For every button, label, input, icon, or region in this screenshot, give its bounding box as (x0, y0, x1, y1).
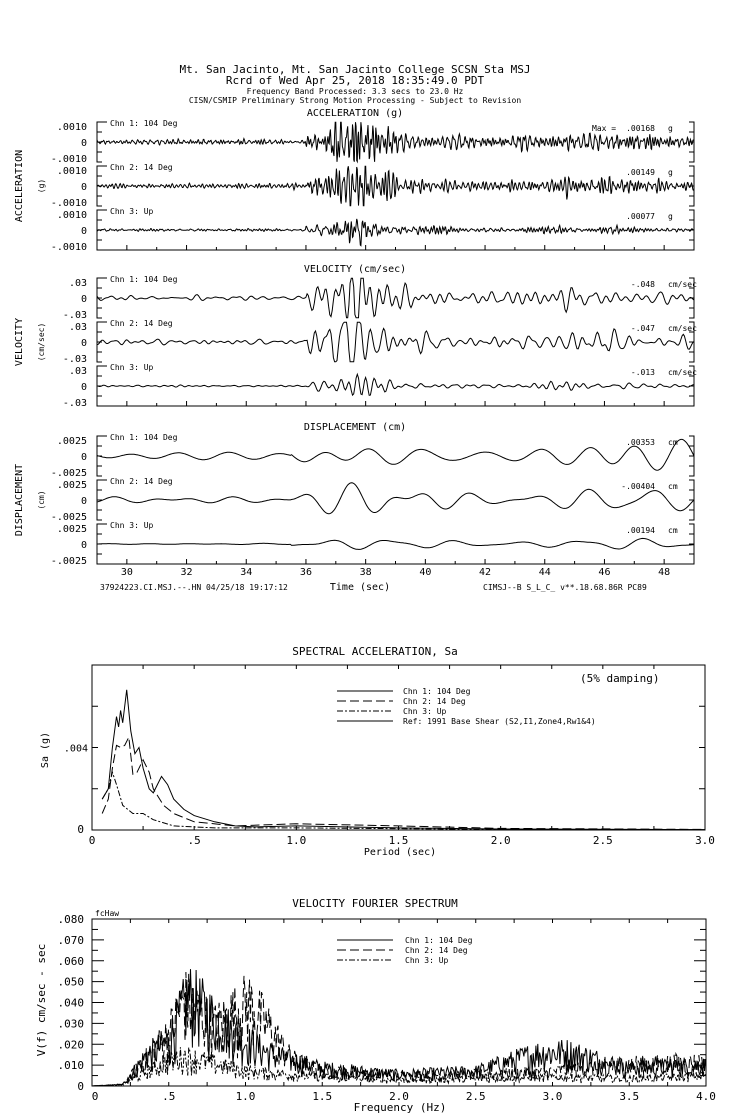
channel-name: Chn 3: Up (110, 521, 154, 530)
footer-left: 37924223.CI.MSJ.--.HN 04/25/18 19:17:12 (100, 583, 288, 592)
y-tick-label: -.03 (62, 354, 87, 365)
y-tick-label: .010 (57, 1059, 84, 1073)
waveform-acc-ch3 (97, 219, 693, 246)
velocity-panel (14, 264, 697, 409)
channel-name: Chn 1: 104 Deg (110, 119, 178, 128)
y-axis-label: V(f) cm/sec - sec (35, 943, 48, 1057)
x-tick-label: 1.0 (235, 1090, 256, 1103)
x-tick-label: 48 (658, 567, 671, 578)
x-tick-label: 3.5 (619, 1090, 640, 1103)
y-tick-label: .0025 (56, 524, 87, 535)
plot-frame (92, 665, 705, 830)
peak-value: .00077 (626, 212, 655, 221)
corner-label: fcHaw (95, 909, 120, 918)
waveform-disp-ch1 (97, 439, 694, 470)
y-tick-label: 0 (80, 540, 87, 551)
time-axis-label: Time (sec) (329, 582, 391, 593)
y-tick-label: .080 (57, 913, 84, 926)
legend-label: Chn 2: 14 Deg (405, 946, 468, 955)
y-tick-label: -.0025 (50, 556, 87, 567)
y-tick-label: 0 (80, 452, 87, 463)
peak-unit: g (668, 124, 673, 133)
panel-title: VELOCITY (cm/sec) (303, 264, 407, 275)
peak-value: .00194 (626, 526, 655, 535)
y-tick-label: -.03 (62, 398, 87, 409)
y-tick-label: -.0010 (50, 154, 87, 165)
waveform-disp-ch2 (97, 483, 694, 514)
y-axis-unit: (g) (37, 178, 46, 194)
spectral-acceleration-chart (40, 645, 715, 858)
legend-label: Chn 1: 104 Deg (405, 936, 473, 945)
y-tick-label: 0 (77, 823, 84, 836)
damping-note: (5% damping) (580, 672, 660, 685)
y-tick-label: .03 (68, 366, 87, 377)
y-tick-label: 0 (80, 294, 87, 305)
channel-name: Chn 3: Up (110, 207, 154, 216)
peak-unit: cm (668, 482, 678, 491)
x-tick-label: 46 (598, 567, 611, 578)
waveform-vel-ch3 (97, 374, 694, 395)
peak-value: .00168 (626, 124, 655, 133)
y-tick-label: .050 (57, 975, 84, 989)
x-tick-label: 1.5 (388, 834, 409, 847)
peak-value: -.00404 (621, 482, 655, 491)
y-axis-label: DISPLACEMENT (14, 463, 25, 537)
series-line-ch1 (92, 969, 705, 1086)
displacement-panel (14, 422, 694, 578)
waveform-disp-ch3 (97, 538, 694, 549)
channel-name: Chn 2: 14 Deg (110, 477, 173, 486)
peak-value: -.047 (630, 324, 655, 333)
header-line1: Mt. San Jacinto, Mt. San Jacinto College SCSN Sta MSJ (179, 63, 531, 76)
y-axis-label: Sa (g) (40, 731, 51, 769)
y-tick-label: .020 (57, 1038, 84, 1052)
y-axis-unit: (cm) (37, 490, 46, 510)
x-tick-label: 2.5 (592, 834, 613, 847)
y-tick-label: .03 (68, 278, 87, 289)
y-tick-label: .0010 (56, 166, 87, 177)
x-tick-label: 30 (120, 567, 133, 578)
y-axis-unit: (cm/sec) (37, 322, 46, 362)
peak-value: -.013 (630, 368, 655, 377)
max-label: Max = (592, 124, 617, 133)
waveform-vel-ch2 (97, 322, 694, 362)
chart-title: SPECTRAL ACCELERATION, Sa (292, 645, 458, 658)
x-tick-label: 3.0 (695, 834, 715, 847)
header-line2: Rcrd of Wed Apr 25, 2018 18:35:49.0 PDT (225, 74, 485, 87)
x-tick-label: .5 (162, 1090, 176, 1103)
peak-value: .00149 (626, 168, 655, 177)
y-tick-label: .040 (57, 996, 84, 1010)
y-tick-label: 0 (80, 496, 87, 507)
x-tick-label: 44 (538, 567, 551, 578)
y-tick-label: 0 (80, 338, 87, 349)
x-tick-label: 0 (91, 1090, 99, 1103)
y-tick-label: .070 (57, 933, 84, 947)
panel-title: DISPLACEMENT (cm) (303, 422, 407, 433)
x-tick-label: 3.0 (542, 1090, 563, 1103)
x-tick-label: 1.5 (312, 1090, 333, 1103)
y-tick-label: 0 (80, 182, 87, 193)
waveform-vel-ch1 (97, 278, 694, 318)
footer-right: CIMSJ--B S_L_C_ v**.18.68.86R PC89 (483, 583, 647, 592)
x-tick-label: .5 (187, 834, 201, 847)
channel-name: Chn 3: Up (110, 363, 154, 372)
peak-value: -.048 (630, 280, 655, 289)
peak-value: .00353 (626, 438, 655, 447)
x-tick-label: 38 (359, 567, 372, 578)
series-line-ch2 (102, 737, 705, 829)
y-tick-label: 0 (80, 138, 87, 149)
y-tick-label: .03 (68, 322, 87, 333)
y-tick-label: -.0010 (50, 242, 87, 253)
peak-unit: cm/sec (668, 368, 697, 377)
y-tick-label: .0010 (56, 122, 87, 133)
acceleration-panel (14, 108, 694, 253)
peak-unit: g (668, 168, 673, 177)
waveform-acc-ch2 (97, 166, 693, 206)
x-tick-label: 1.0 (286, 834, 307, 847)
y-axis-label: ACCELERATION (14, 149, 25, 223)
x-tick-label: 2.0 (490, 834, 511, 847)
x-tick-label: 2.5 (465, 1090, 486, 1103)
y-tick-label: 0 (80, 382, 87, 393)
x-axis-label: Frequency (Hz) (353, 1101, 447, 1114)
peak-unit: cm/sec (668, 280, 697, 289)
x-tick-label: 0 (88, 834, 96, 847)
y-axis-label: VELOCITY (14, 317, 25, 367)
y-tick-label: .0025 (56, 436, 87, 447)
x-tick-label: 2.0 (389, 1090, 409, 1103)
legend-label: Chn 2: 14 Deg (403, 697, 466, 706)
channel-name: Chn 2: 14 Deg (110, 163, 173, 172)
legend-label: Chn 3: Up (405, 956, 449, 965)
panel-title: ACCELERATION (g) (306, 108, 404, 119)
peak-unit: g (668, 212, 673, 221)
x-tick-label: 4.0 (696, 1090, 716, 1103)
y-tick-label: -.0025 (50, 468, 87, 479)
x-tick-label: 36 (299, 567, 312, 578)
peak-unit: cm (668, 526, 678, 535)
header-line3: Frequency Band Processed: 3.3 secs to 23.0 Hz (246, 87, 464, 96)
y-tick-label: .004 (63, 743, 88, 755)
chart-title: VELOCITY FOURIER SPECTRUM (292, 897, 458, 910)
y-tick-label: 0 (77, 1080, 84, 1093)
y-tick-label: .030 (57, 1017, 84, 1031)
x-axis-label: Period (sec) (363, 847, 437, 858)
y-tick-label: -.0025 (50, 512, 87, 523)
header-line4: CISN/CSMIP Preliminary Strong Motion Processing - Subject to Revision (188, 96, 522, 105)
y-tick-label: .0025 (56, 480, 87, 491)
y-tick-label: -.03 (62, 310, 87, 321)
y-tick-label: -.0010 (50, 198, 87, 209)
channel-name: Chn 2: 14 Deg (110, 319, 173, 328)
legend-label: Ref: 1991 Base Shear (S2,I1,Zone4,Rw1&4) (403, 717, 596, 726)
time-series-panels (14, 108, 697, 578)
y-tick-label: .060 (57, 954, 84, 968)
x-tick-label: 42 (479, 567, 492, 578)
fourier-spectrum-chart (35, 897, 716, 1114)
legend-label: Chn 3: Up (403, 707, 447, 716)
peak-unit: cm/sec (668, 324, 697, 333)
x-tick-label: 40 (419, 567, 432, 578)
x-tick-label: 32 (180, 567, 193, 578)
legend-label: Chn 1: 104 Deg (403, 687, 471, 696)
x-tick-label: 34 (240, 567, 253, 578)
y-tick-label: .0010 (56, 210, 87, 221)
channel-name: Chn 1: 104 Deg (110, 275, 178, 284)
channel-name: Chn 1: 104 Deg (110, 433, 178, 442)
peak-unit: cm (668, 438, 678, 447)
y-tick-label: 0 (80, 226, 87, 237)
